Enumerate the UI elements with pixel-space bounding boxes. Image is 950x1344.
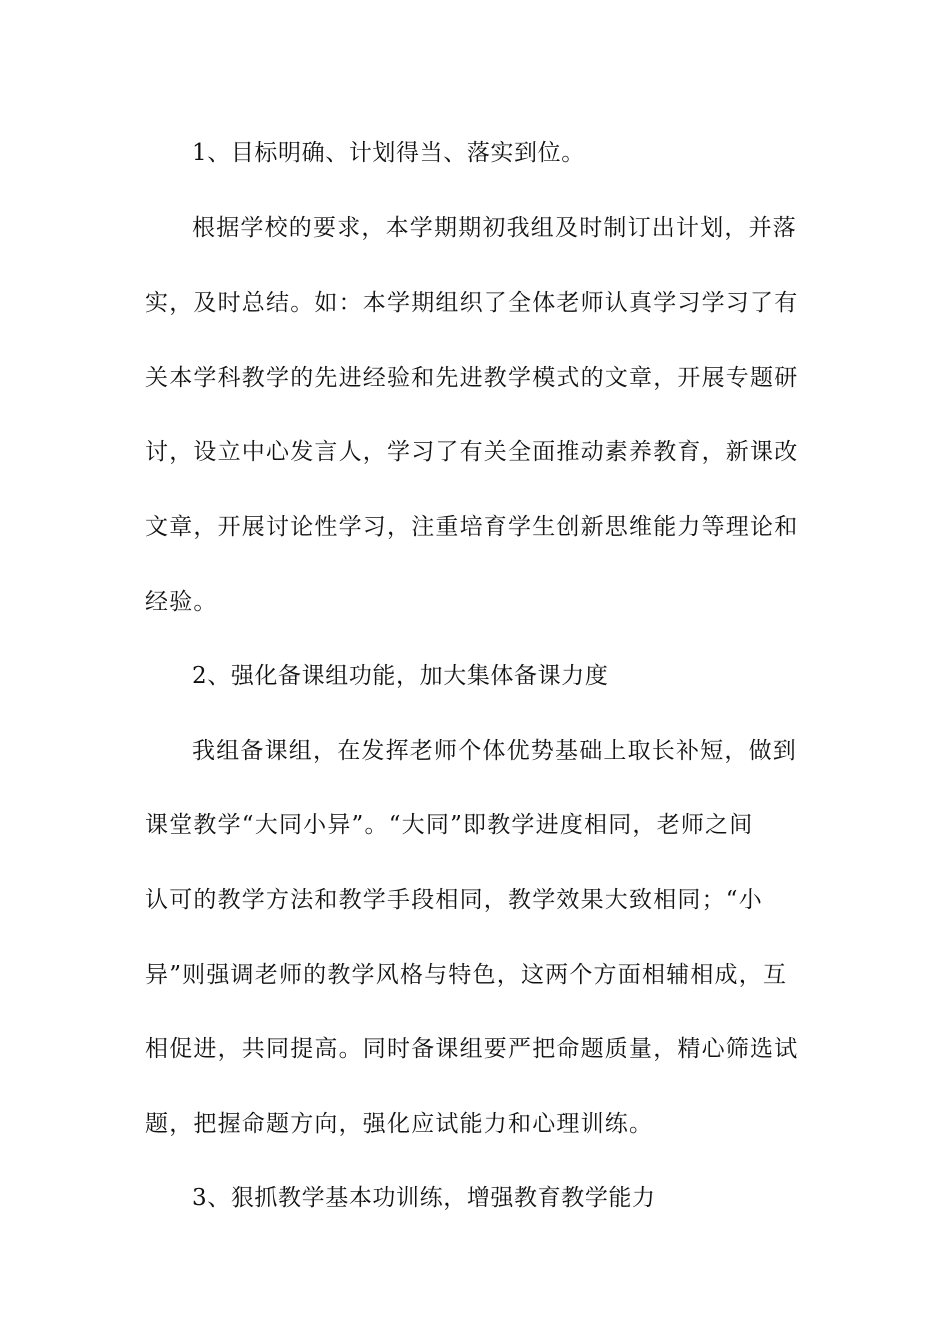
paragraph-line: 经验。 <box>145 589 218 615</box>
paragraph-line: 题，把握命题方向，强化应试能力和心理训练。 <box>145 1111 654 1137</box>
paragraph-line: 认可的教学方法和教学手段相同，教学效果大致相同；“小 <box>145 887 763 913</box>
paragraph-line: 相促进，共同提高。同时备课组要严把命题质量，精心筛选试 <box>145 1036 799 1062</box>
paragraph-line: 文章，开展讨论性学习，注重培育学生创新思维能力等理论和 <box>145 514 799 540</box>
paragraph-line: 讨，设立中心发言人，学习了有关全面推动素养教育，新课改 <box>145 439 799 465</box>
paragraph-line: 根据学校的要求，本学期期初我组及时制订出计划，并落 <box>192 215 797 241</box>
paragraph-line: 课堂教学“大同小异”。“大同”即教学进度相同，老师之间 <box>145 812 754 838</box>
paragraph-line: 我组备课组，在发挥老师个体优势基础上取长补短，做到 <box>192 738 797 764</box>
paragraph-line: 异”则强调老师的教学风格与特色，这两个方面相辅相成，互 <box>145 962 788 988</box>
section-heading-1: 1、目标明确、计划得当、落实到位。 <box>192 140 585 166</box>
paragraph-line: 实，及时总结。如：本学期组织了全体老师认真学习学习了有 <box>145 290 799 316</box>
section-heading-3: 3、狠抓教学基本功训练，增强教育教学能力 <box>192 1185 656 1211</box>
paragraph-line: 关本学科教学的先进经验和先进教学模式的文章，开展专题研 <box>145 365 799 391</box>
section-heading-2: 2、强化备课组功能，加大集体备课力度 <box>192 663 609 689</box>
